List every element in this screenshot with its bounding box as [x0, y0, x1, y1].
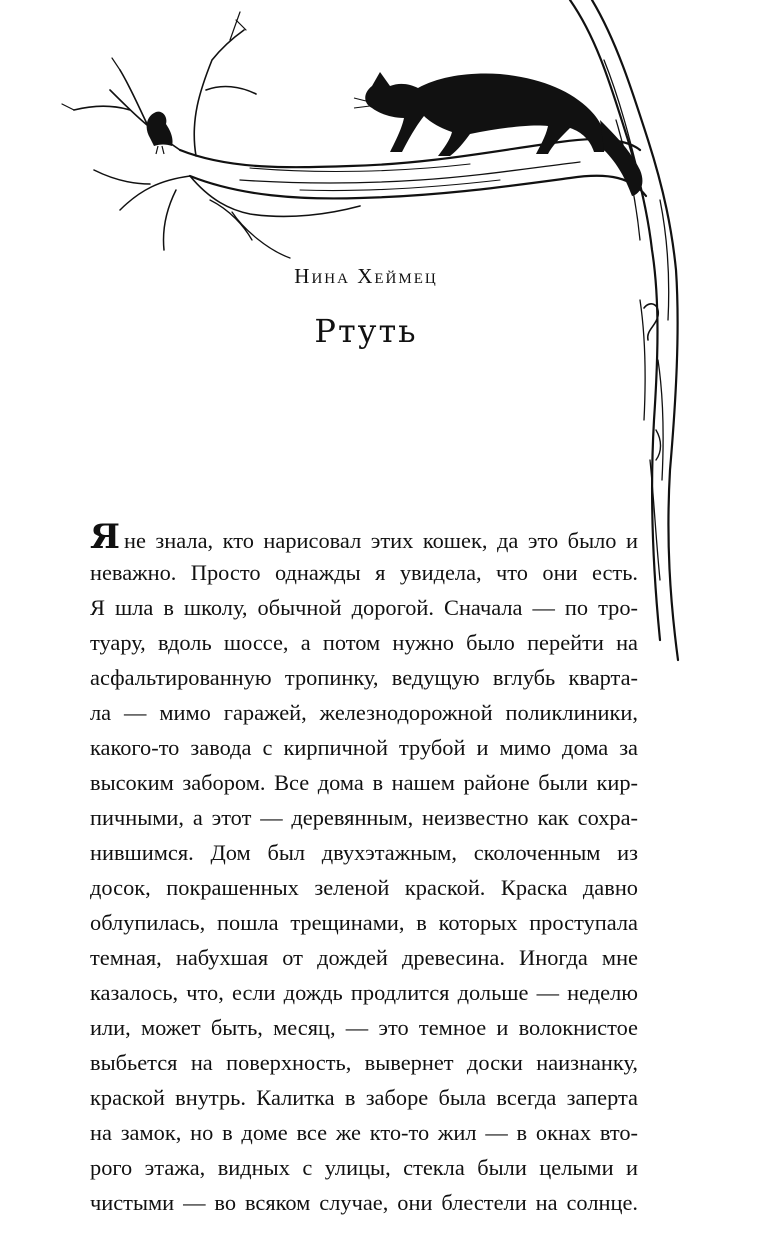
cat-silhouette — [365, 72, 642, 196]
story-body — [90, 520, 638, 1220]
story-line: темная, набухшая от дождей древесина. Иногда мне — [90, 945, 638, 970]
story-line: ла — мимо гаражей, железнодорожной поликлиники, — [90, 700, 638, 725]
story-line: рого этажа, видных с улицы, стекла были целыми и — [90, 1155, 638, 1180]
first-line-text: не знала, кто нарисовал этих кошек, да это было и — [123, 528, 638, 553]
story-title: Ртуть — [314, 312, 418, 350]
story-line: или, может быть, месяц, — это темное и волокнистое — [90, 1015, 638, 1040]
story-line: высоким забором. Все дома в нашем районе были кир- — [90, 770, 638, 795]
story-line-first — [90, 520, 638, 555]
drop-cap: Я — [90, 520, 120, 555]
story-line: досок, покрашенных зеленой краской. Краска давно — [90, 875, 638, 900]
story-line: нившимся. Дом был двухэтажным, сколоченным из — [90, 840, 638, 865]
story-line: Я шла в школу, обычной дорогой. Сначала — по тро- — [90, 595, 638, 620]
story-line: туару, вдоль шоссе, а потом нужно было перейти на — [90, 630, 638, 655]
author-name: Нина Хеймец — [294, 264, 438, 288]
story-line: асфальтированную тропинку, ведущую вглубь кварта- — [90, 665, 638, 690]
story-line: краской внутрь. Калитка в заборе была всегда заперта — [90, 1085, 638, 1110]
story-line: на замок, но в доме все же кто-то жил — в окнах вто- — [90, 1120, 638, 1145]
story-line: облупилась, пошла трещинами, в которых проступала — [90, 910, 638, 935]
story-line: какого-то завода с кирпичной трубой и мимо дома за — [90, 735, 638, 760]
story-line: неважно. Просто однажды я увидела, что они есть. — [90, 560, 638, 585]
story-line: выбьется на поверхность, вывернет доски наизнанку, — [90, 1050, 638, 1075]
story-line: чистыми — во всяком случае, они блестели на солнце. — [90, 1190, 638, 1215]
bird-silhouette — [147, 112, 173, 146]
story-line: казалось, что, если дождь продлится дольше — неделю — [90, 980, 638, 1005]
story-line: пичными, а этот — деревянным, неизвестно как сохра- — [90, 805, 638, 830]
